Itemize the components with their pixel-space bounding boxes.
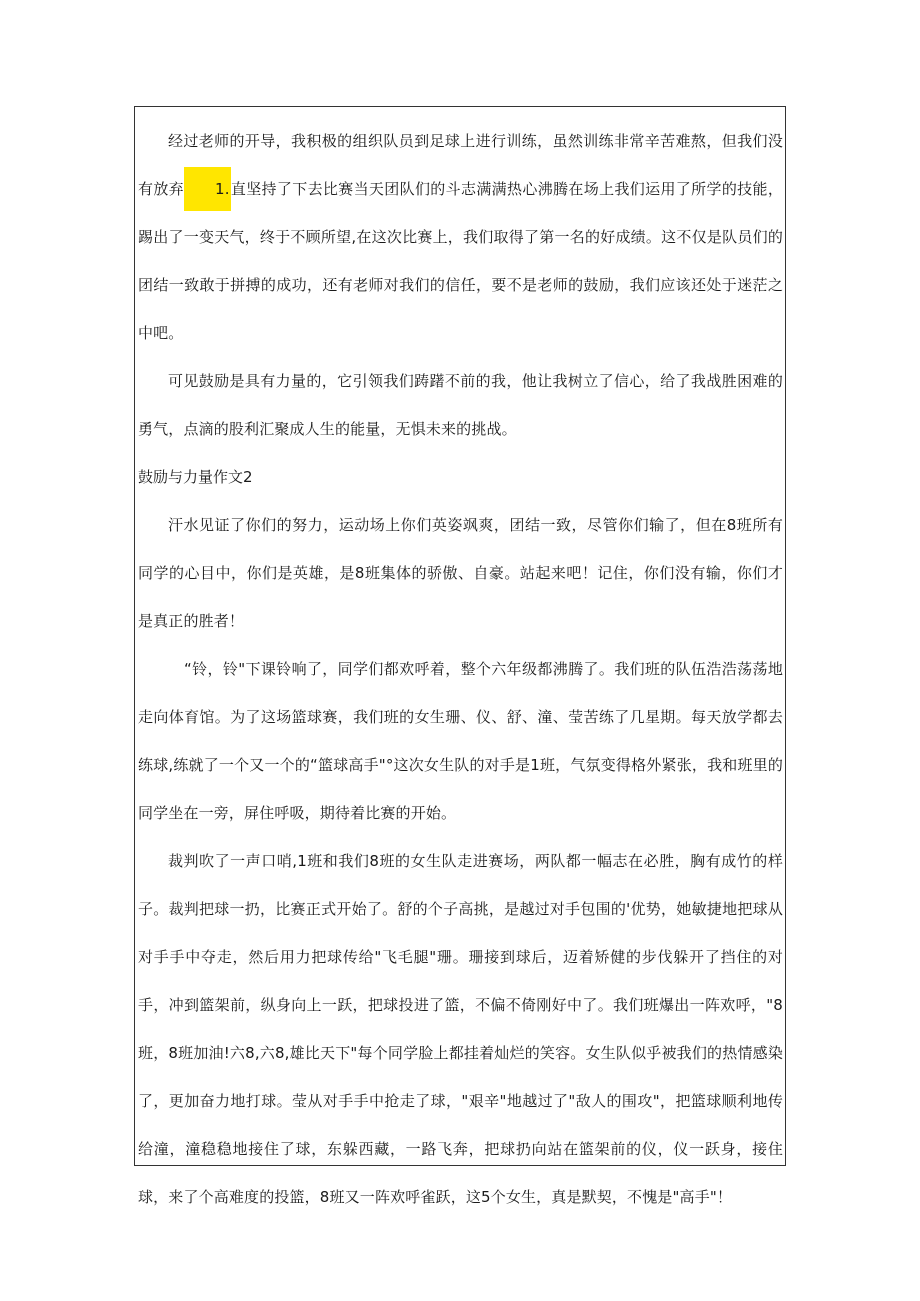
document-body: [138, 117, 783, 1221]
paragraph-3: 汗水见证了你们的努力，运动场上你们英姿飒爽，团结一致，尽管你们输了，但在8班所有同学的心目中，你们是英雄，是8班集体的骄傲、自豪。站起来吧！记住，你们没有输，你们才是真正的胜者！: [138, 516, 783, 630]
paragraph-5: 裁判吹了一声口哨,1班和我们8班的女生队走进赛场，两队都一幅志在必胜，胸有成竹的样子。裁判把球一扔，比赛正式开始了。舒的个子高挑，是越过对手包围的'优势，她敏捷地把球从对手手中夺走，然后用力把球传给"飞毛腿"珊。珊接到球后，迈着矫健的步伐躲开了挡住的对手，冲到篮架前，纵身向上一跃，把球投进了篮，不偏不倚刚好中了。我们班爆出一阵欢呼，"8班，8班加油!六8,六8,雄比天下"每个同学脸上都挂着灿烂的笑容。女生队似乎被我们的热情感染了，更加奋力地打球。莹从对手手中抢走了球，"艰辛"地越过了"敌人的围攻"，把篮球顺利地传给潼，潼稳稳地接住了球，东躲西藏，一路飞奔，把球扔向站在篮架前的仪，仪一跃身，接住球，来了个高难度的投篮，8班又一阵欢呼雀跃，这5个女生，真是默契，不愧是"高手"！: [138, 852, 783, 1206]
paragraph-4: “铃，铃"下课铃响了，同学们都欢呼着，整个六年级都沸腾了。我们班的队伍浩浩荡荡地走向体育馆。为了这场篮球赛，我们班的女生珊、仪、舒、潼、莹苦练了几星期。每天放学都去练球,练就了一个又一个的“篮球高手"°这次女生队的对手是1班，气氛变得格外紧张，我和班里的同学坐在一旁，屏住呼吸，期待着比赛的开始。: [138, 660, 783, 822]
highlight-marker: 1.: [184, 167, 231, 211]
section-heading: 鼓励与力量作文2: [138, 468, 253, 486]
paragraph-1-rest: 直坚持了下去比赛当天团队们的斗志满满热心沸腾在场上我们运用了所学的技能，踢出了一变天气，终于不顾所望,在这次比赛上，我们取得了第一名的好成绩。这不仅是队员们的团结一致敢于拼搏的成功，还有老师对我们的信任，要不是老师的鼓励，我们应该还处于迷茫之中吧。: [138, 180, 783, 342]
paragraph-1: [138, 117, 783, 357]
paragraph-1-start: 经过老师的开导，我积极的组织队员到足球上进行训练，虽然训练非常辛苦难熬，但我们没有放弃: [138, 132, 783, 198]
paragraph-2: 可见鼓励是具有力量的，它引领我们踌躇不前的我，他让我树立了信心，给了我战胜困难的勇气，点滴的股利汇聚成人生的能量，无惧未来的挑战。: [138, 372, 783, 438]
